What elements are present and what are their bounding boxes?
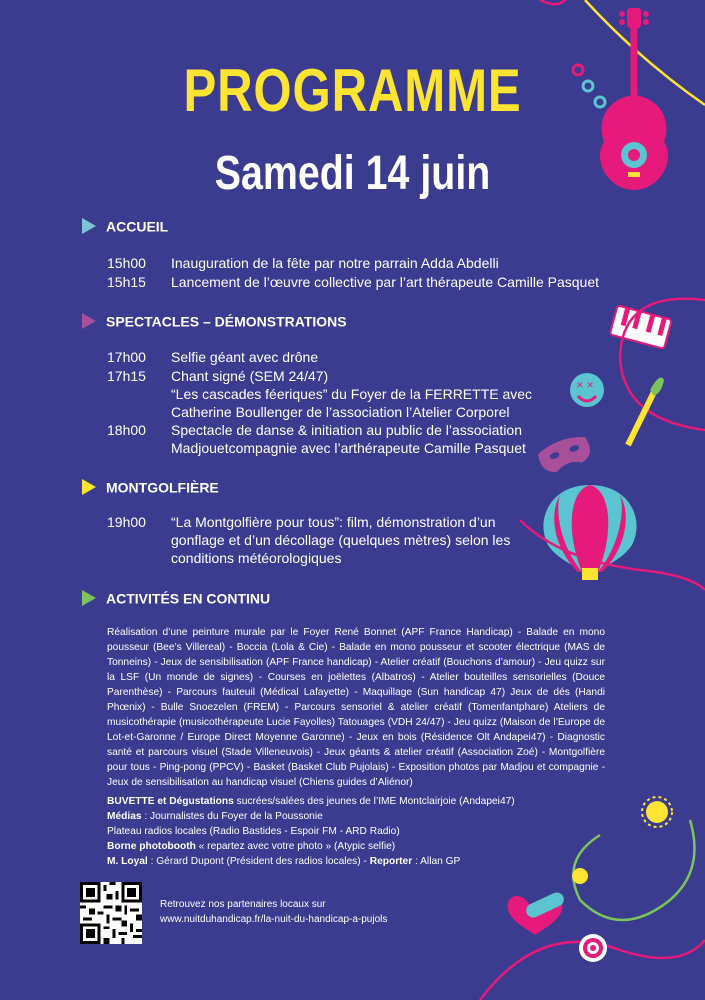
balloon-icon — [543, 485, 636, 580]
section-activites: ACTIVITÉS EN CONTINU — [82, 589, 270, 606]
footer-line1: Retrouvez nos partenaires locaux sur — [160, 899, 326, 910]
paintbrush-icon — [628, 378, 664, 445]
svg-text:✕ ✕: ✕ ✕ — [576, 381, 594, 391]
tennis-ball-icon — [572, 868, 588, 884]
smiley-icon — [570, 373, 604, 407]
info-borne: Borne photobooth « repartez avec votre photo » (Atypic selfie) — [107, 841, 396, 852]
heart-hands-icon — [508, 890, 566, 935]
decor-curve-green — [573, 820, 694, 920]
page-subtitle: Samedi 14 juin — [214, 147, 491, 200]
mask-icon — [536, 432, 594, 476]
target-icon — [579, 934, 607, 962]
section-accueil: ACCUEIL — [82, 217, 168, 234]
decor-curve-pink — [540, 0, 568, 4]
footer-link[interactable]: www.nuitduhandicap.fr/la-nuit-du-handicap-a-pujols — [160, 914, 388, 925]
triangle-icon — [82, 590, 96, 606]
info-medias: Médias : Journalistes du Foyer de la Poussonie — [107, 811, 323, 822]
section-montgolfiere: MONTGOLFIÈRE — [82, 478, 219, 495]
qr-code[interactable] — [80, 882, 142, 944]
activities-paragraph: Réalisation d’une peinture murale par le Foyer René Bonnet (APF France Handicap) - Balade en mono pousseur (Bee’s Villereal) - Boccia (Lola & Cie) - Balade en mono pousseur et scooter électrique (MAS de Tonneins) - Jeux de sensibilisation (APF France handicap) - Atelier créatif (Bouchons d’amour) - Jeu quizz sur la LSF (Un monde de signes) - Courses en joëlettes (Albatros) - Atelier bouteilles sensorielles (Douce Parenthèse) - Parcours fauteuil (Médical Lafayette) - Maquillage (Sun handicap 47) Jeux de dés (Handi Phœnix) - Bulle Snoezelen (FREM) - Parcours sensoriel & atelier créatif (Tomenfantphare) Ateliers de musicothérapie (musicothérapeute Lucie Fayolles) Tatouages (VDH 24/47) - Jeu quizz (Maison de l’Europe de Lot-et-Garonne / Europe Direct Moyenne Garonne) - Jeux en bois (Résidence Olt Andapei47) - Diagnostic santé et parcours visuel (Stade Villeneuvois) - Jeux géants & atelier créatif (Association Zoé) - Montgolfière pour tous - Ping-pong (PPCV) - Basket (Basket Club Pujolais) - Exposition photos par Madjou et compagnie - Jeux de sensibilisation au handicap visuel (Chiens guides d’Aliénor) — [107, 627, 605, 788]
info-plateau: Plateau radios locales (Radio Bastides - Espoir FM - ARD Radio) — [107, 826, 400, 837]
sun-icon — [642, 797, 672, 827]
section-spectacles: SPECTACLES – DÉMONSTRATIONS — [82, 312, 347, 329]
info-buvette: BUVETTE et Dégustations sucrées/salées des jeunes de l’IME Montclairjoie (Andapei47) — [107, 796, 515, 807]
triangle-icon — [82, 218, 96, 234]
info-loyal: M. Loyal : Gérard Dupont (Président des radios locales) - Reporter : Allan GP — [107, 856, 461, 867]
moon-icon — [609, 815, 630, 835]
triangle-icon — [82, 479, 96, 495]
page-title: PROGRAMME — [183, 57, 522, 124]
triangle-icon — [82, 313, 96, 329]
